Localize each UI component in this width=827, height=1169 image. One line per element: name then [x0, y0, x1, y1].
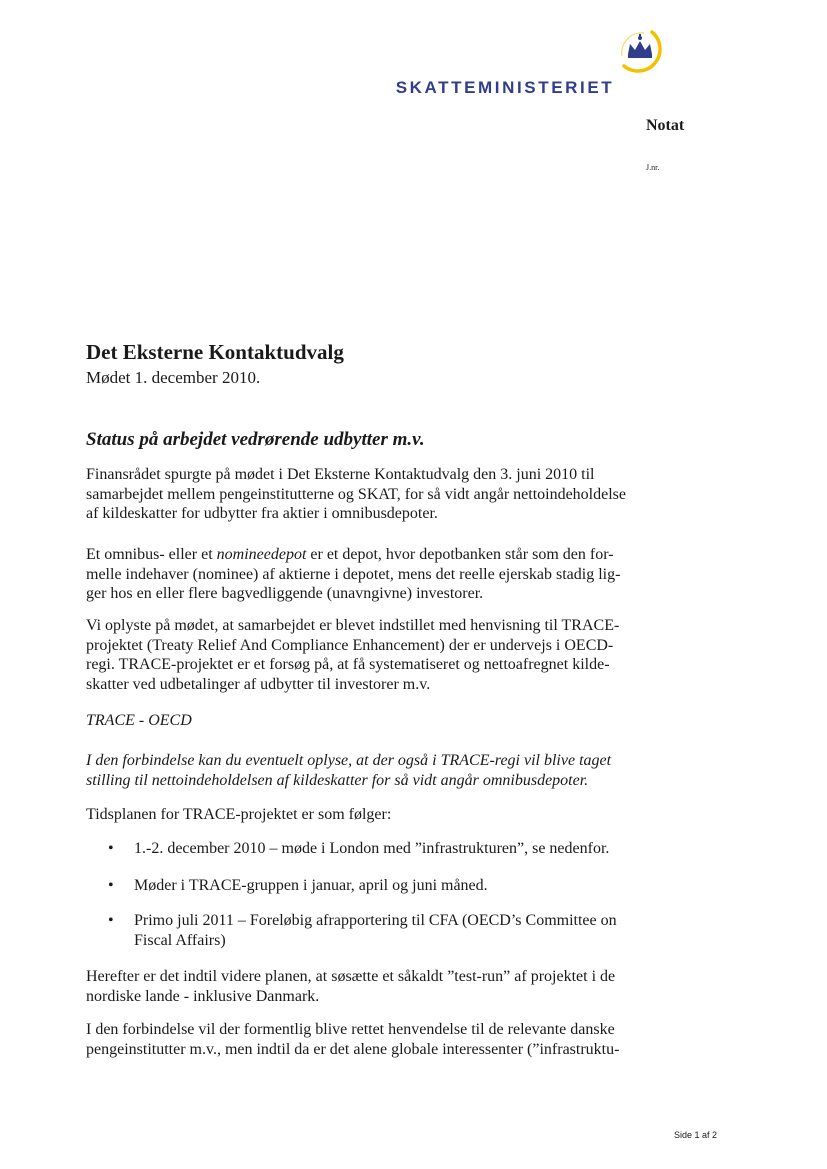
paragraph-line: Finansrådet spurgte på mødet i Det Eksterne Kontaktudvalg den 3. juni 2010 til — [86, 466, 595, 483]
bullet-icon: • — [108, 877, 114, 894]
bullet-line: Fiscal Affairs) — [134, 931, 226, 949]
page-title: Det Eksterne Kontaktudvalg — [86, 340, 344, 364]
paragraph-line: TRACE - OECD — [86, 712, 192, 729]
paragraph-line: pengeinstitutter m.v., men indtil da er det alene globale interessenter (”infrastruktu- — [86, 1040, 620, 1058]
paragraph-3 — [86, 616, 626, 694]
paragraph-7 — [86, 967, 626, 1006]
ministry-logo-text: SKATTEMINISTERIET — [395, 78, 615, 97]
paragraph-8 — [86, 1020, 626, 1059]
paragraph-6 — [86, 805, 626, 825]
section-title: Status på arbejdet vedrørende udbytter m.v. — [86, 429, 425, 450]
paragraph-line: stilling til nettoindeholdelsen af kildeskatter for så vidt angår omnibusdepoter. — [86, 771, 589, 789]
bullet-icon: • — [108, 840, 114, 857]
paragraph-line: skatter ved udbetalinger af udbytter til investorer m.v. — [86, 675, 431, 693]
paragraph-5 — [86, 751, 626, 790]
text-run: er et depot, hvor depotbanken står som den for- — [306, 546, 614, 563]
meeting-date: Mødet 1. december 2010. — [86, 368, 261, 387]
paragraph-1 — [86, 465, 626, 524]
paragraph-line: samarbejdet mellem pengeinstitutterne og SKAT, for så vidt angår nettoindeholdelse — [86, 485, 626, 503]
page-number: Side 1 af 2 — [674, 1130, 718, 1140]
paragraph-line: Vi oplyste på mødet, at samarbejdet er blevet indstillet med henvisning til TRACE- — [86, 617, 620, 634]
paragraph-line — [86, 545, 626, 565]
paragraph-line: nordiske lande - inklusive Danmark. — [86, 987, 320, 1005]
text-run: Et omnibus- eller et — [86, 546, 217, 563]
paragraph-line: af kildeskatter for udbytter fra aktier i omnibusdepoter. — [86, 505, 438, 522]
paragraph-line: I den forbindelse vil der formentlig blive rettet henvendelse til de relevante danske — [86, 1021, 615, 1038]
paragraph-line: melle indehaver (nominee) af aktierne i depotet, mens det reelle ejerskab stadig lig- — [86, 565, 621, 583]
bullet-item: Møder i TRACE-gruppen i januar, april og juni måned. — [134, 877, 488, 894]
bullet-item: 1.-2. december 2010 – møde i London med ”infrastrukturen”, se nedenfor. — [134, 840, 610, 857]
emphasis-term: nomineedepot — [216, 546, 307, 563]
paragraph-4 — [86, 711, 626, 731]
paragraph-line: Herefter er det indtil videre planen, at søsætte et såkaldt ”test-run” af projektet i de — [86, 968, 616, 985]
bullet-item — [134, 911, 617, 950]
logo-mark — [614, 26, 666, 78]
paragraph-line: projektet (Treaty Relief And Compliance Enhancement) der er undervejs i OECD- — [86, 636, 614, 654]
bullet-line: Primo juli 2011 – Foreløbig afrapportering til CFA (OECD’s Committee on — [134, 912, 617, 929]
paragraph-line: Tidsplanen for TRACE-projektet er som følger: — [86, 806, 392, 823]
paragraph-2 — [86, 545, 626, 604]
document-type: Notat — [646, 117, 685, 134]
paragraph-line: I den forbindelse kan du eventuelt oplyse, at der også i TRACE-regi vil blive taget — [86, 752, 612, 769]
paragraph-line: regi. TRACE-projektet er et forsøg på, at få systematiseret og nettoafregnet kilde- — [86, 656, 610, 673]
journal-number-label: J.nr. — [646, 163, 660, 172]
crown-icon — [614, 26, 666, 78]
paragraph-line: ger hos en eller flere bagvedliggende (unavngivne) investorer. — [86, 585, 484, 602]
bullet-icon: • — [108, 912, 114, 929]
